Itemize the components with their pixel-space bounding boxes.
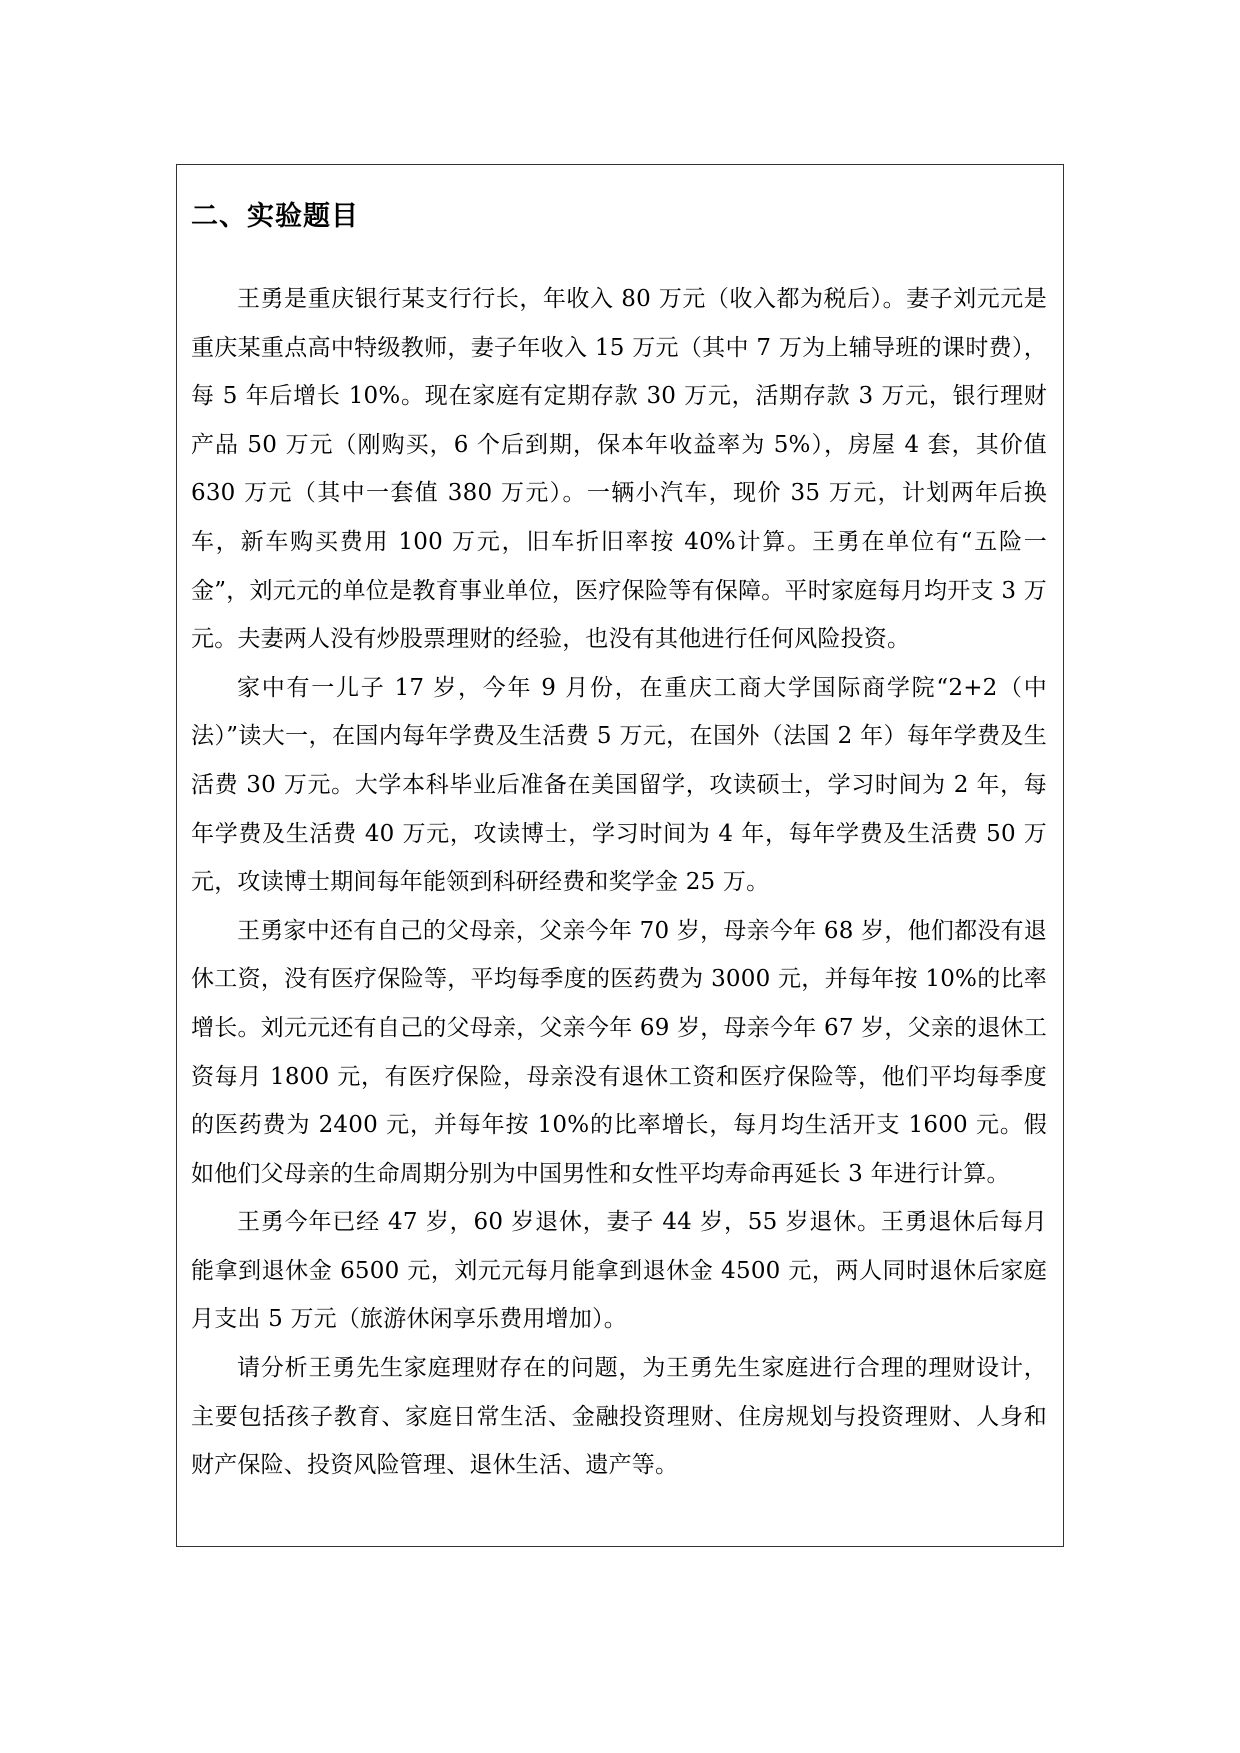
experiment-topic-box	[176, 164, 1064, 1547]
paragraph-task: 请分析王勇先生家庭理财存在的问题，为王勇先生家庭进行合理的理财设计，主要包括孩子教育、家庭日常生活、金融投资理财、住房规划与投资理财、人身和财产保险、投资风险管理、退休生活、遗产等。	[191, 1355, 1047, 1479]
topic-body	[191, 275, 1047, 1490]
paragraph-son-education: 家中有一儿子 17 岁，今年 9 月份，在重庆工商大学国际商学院“2+2（中法）”读大一，在国内每年学费及生活费 5 万元，在国外（法国 2 年）每年学费及生活费 30 万元。大学本科毕业后准备在美国留学，攻读硕士，学习时间为 2 年，每年学费及生活费 40 万元，攻读博士，学习时间为 4 年，每年学费及生活费 50 万元，攻读博士期间每年能领到科研经费和奖学金 25 万。	[191, 674, 1047, 896]
paragraph-family-finances: 王勇是重庆银行某支行行长，年收入 80 万元（收入都为税后）。妻子刘元元是重庆某重点高中特级教师，妻子年收入 15 万元（其中 7 万为上辅导班的课时费），每 5 年后增长 10%。现在家庭有定期存款 30 万元，活期存款 3 万元，银行理财产品 50 万元（刚购买，6 个后到期，保本年收益率为 5%），房屋 4 套，其价值 630 万元（其中一套值 380 万元）。一辆小汽车，现价 35 万元，计划两年后换车，新车购买费用 100 万元，旧车折旧率按 40%计算。王勇在单位有“五险一金”，刘元元的单位是教育事业单位，医疗保险等有保障。平时家庭每月均开支 3 万元。夫妻两人没有炒股票理财的经验，也没有其他进行任何风险投资。	[191, 286, 1047, 653]
paragraph-retirement: 王勇今年已经 47 岁，60 岁退休，妻子 44 岁，55 岁退休。王勇退休后每月能拿到退休金 6500 元，刘元元每月能拿到退休金 4500 元，两人同时退休后家庭月支出 5 万元（旅游休闲享乐费用增加）。	[191, 1209, 1047, 1333]
section-heading: 二、实验题目	[191, 201, 359, 232]
paragraph-parents: 王勇家中还有自己的父母亲，父亲今年 70 岁，母亲今年 68 岁，他们都没有退休工资，没有医疗保险等，平均每季度的医药费为 3000 元，并每年按 10%的比率增长。刘元元还有自己的父母亲，父亲今年 69 岁，母亲今年 67 岁，父亲的退休工资每月 1800 元，有医疗保险，母亲没有退休工资和医疗保险等，他们平均每季度的医药费为 2400 元，并每年按 10%的比率增长，每月均生活开支 1600 元。假如他们父母亲的生命周期分别为中国男性和女性平均寿命再延长 3 年进行计算。	[191, 917, 1047, 1187]
